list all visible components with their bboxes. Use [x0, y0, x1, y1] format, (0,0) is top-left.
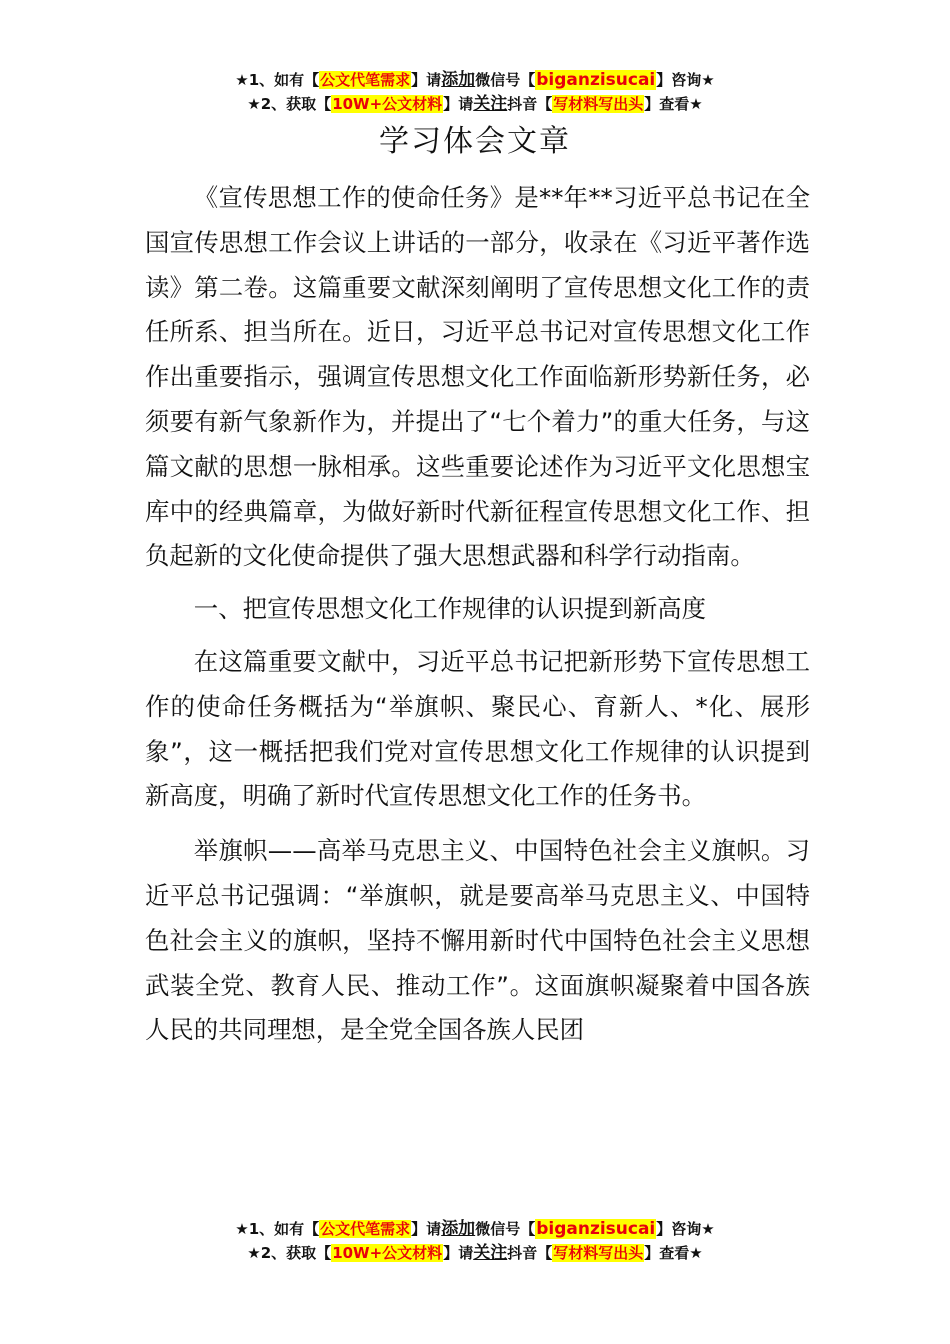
underlined-word: 添加	[441, 1219, 476, 1239]
document-body	[145, 176, 810, 1053]
highlight-douyin-account: 写材料写出头	[553, 95, 644, 113]
section-heading-1: 一、把宣传思想文化工作规律的认识提到新高度	[193, 594, 707, 624]
banner-text: 】咨询★	[656, 71, 715, 89]
banner-text: 】请	[443, 95, 474, 113]
highlight-wechat-id: biganzisucai	[536, 1219, 656, 1239]
highlight-wechat-id: biganzisucai	[536, 70, 656, 90]
banner-text: 微信号【	[475, 71, 536, 89]
banner-line-2	[0, 1241, 950, 1265]
banner-text: 微信号【	[475, 1220, 536, 1238]
banner-line-1	[0, 68, 950, 92]
footer-banner	[0, 1217, 950, 1265]
header-banner	[0, 68, 950, 116]
highlight-service: 公文代笔需求	[320, 71, 411, 89]
paragraph-raise-flag: 举旗帜——高举马克思主义、中国特色社会主义旗帜。习近平总书记强调：“举旗帜，就是要高举马克思主义、中国特色社会主义的旗帜，坚持不懈用新时代中国特色社会主义思想武装全党、教育人民、推动工作”。这面旗帜凝聚着中国各族人民的共同理想，是全党全国各族人民团	[145, 836, 810, 1045]
highlight-materials: 10W+公文材料	[332, 95, 443, 113]
banner-text: ★2、获取【	[247, 1244, 332, 1262]
banner-text: ★1、如有【	[235, 1220, 320, 1238]
highlight-materials: 10W+公文材料	[332, 1244, 443, 1262]
paragraph-intro: 《宣传思想工作的使命任务》是**年**习近平总书记在全国宣传思想工作会议上讲话的一部分，收录在《习近平著作选读》第二卷。这篇重要文献深刻阐明了宣传思想文化工作的责任所系、担当所在。近日，习近平总书记对宣传思想文化工作作出重要指示，强调宣传思想文化工作面临新形势新任务，必须要有新气象新作为，并提出了“七个着力”的重大任务，与这篇文献的思想一脉相承。这些重要论述作为习近平文化思想宝库中的经典篇章，为做好新时代新征程宣传思想文化工作、担负起新的文化使命提供了强大思想武器和科学行动指南。	[145, 183, 810, 571]
underlined-word: 关注	[473, 94, 508, 114]
banner-text: 】请	[411, 1220, 442, 1238]
document-title: 学习体会文章	[379, 124, 571, 159]
banner-line-2	[0, 92, 950, 116]
underlined-word: 添加	[441, 70, 476, 90]
underlined-word: 关注	[473, 1243, 508, 1263]
banner-text: 】查看★	[644, 95, 703, 113]
banner-text: 】查看★	[644, 1244, 703, 1262]
highlight-service: 公文代笔需求	[320, 1220, 411, 1238]
banner-line-1	[0, 1217, 950, 1241]
paragraph-section-1: 在这篇重要文献中，习近平总书记把新形势下宣传思想工作的使命任务概括为“举旗帜、聚民心、育新人、*化、展形象”，这一概括把我们党对宣传思想文化工作规律的认识提到新高度，明确了新时代宣传思想文化工作的任务书。	[145, 646, 810, 811]
banner-text: 抖音【	[507, 1244, 553, 1262]
banner-text: 抖音【	[507, 95, 553, 113]
banner-text: 】请	[443, 1244, 474, 1262]
banner-text: ★1、如有【	[235, 71, 320, 89]
banner-text: 】请	[411, 71, 442, 89]
highlight-douyin-account: 写材料写出头	[553, 1244, 644, 1262]
banner-text: 】咨询★	[656, 1220, 715, 1238]
banner-text: ★2、获取【	[247, 95, 332, 113]
